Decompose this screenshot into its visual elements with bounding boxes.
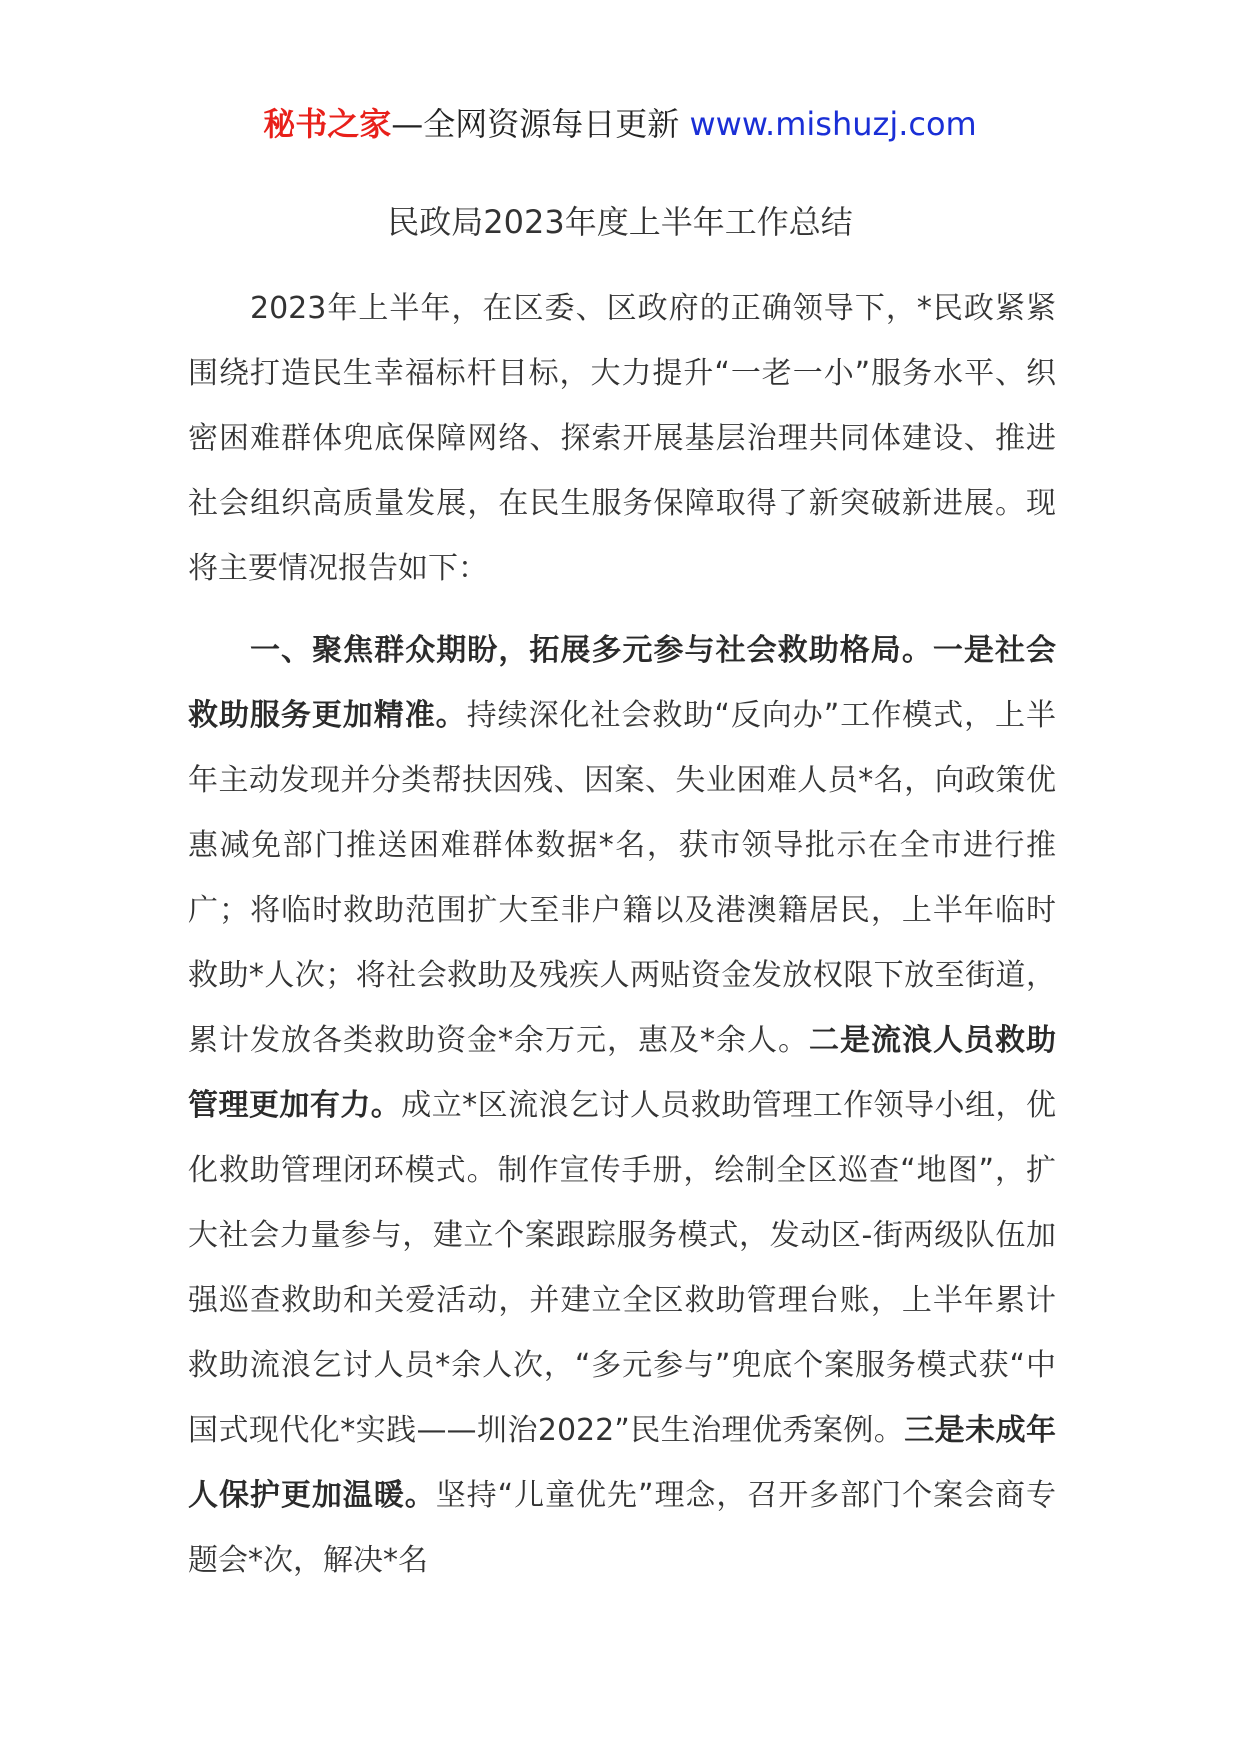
- point-3-title: 三是未成年人保护更加温暖。: [188, 1413, 1057, 1513]
- document-title: 民政局2023年度上半年工作总结: [387, 203, 853, 241]
- intro-paragraph: 2023年上半年，在区委、区政府的正确领导下，*民政紧紧围绕打造民生幸福标杆目标，大力提升“一老一小”服务水平、织密困难群体兜底保障网络、探索开展基层治理共同体建设、推进社会组织高质量发展，在民生服务保障取得了新突破新进展。现将主要情况报告如下：: [188, 291, 1056, 586]
- point-2-title: 二是流浪人员救助管理更加有力。: [188, 1023, 1056, 1123]
- section-1-paragraph: [188, 618, 1056, 1593]
- site-header: [0, 100, 1240, 148]
- site-brand: 秘书之家: [263, 105, 392, 143]
- point-1-title: 一是社会救助服务更加精准。: [188, 633, 1057, 733]
- site-tagline: —全网资源每日更新: [391, 105, 690, 143]
- point-2-body: 成立*区流浪乞讨人员救助管理工作领导小组，优化救助管理闭环模式。制作宣传手册，绘制全区巡查“地图”，扩大社会力量参与，建立个案跟踪服务模式，发动区-街两级队伍加强巡查救助和关爱活动，并建立全区救助管理台账，上半年累计救助流浪乞讨人员*余人次，“多元参与”兜底个案服务模式获“中国式现代化*实践——圳治2022”民生治理优秀案例。: [188, 1088, 1056, 1448]
- document-body: [188, 276, 1056, 1593]
- point-3-body: 坚持“儿童优先”理念，召开多部门个案会商专题会*次，解决*名: [188, 1478, 1056, 1578]
- site-url-link[interactable]: www.mishuzj.com: [689, 105, 977, 143]
- section-1-heading: 一、聚焦群众期盼，拓展多元参与社会救助格局。: [250, 633, 933, 668]
- point-1-body: 持续深化社会救助“反向办”工作模式，上半年主动发现并分类帮扶因残、因案、失业困难人员*名，向政策优惠减免部门推送困难群体数据*名，获市领导批示在全市进行推广；将临时救助范围扩大至非户籍以及港澳籍居民，上半年临时救助*人次；将社会救助及残疾人两贴资金发放权限下放至街道，累计发放各类救助资金*余万元，惠及*余人。: [188, 698, 1056, 1058]
